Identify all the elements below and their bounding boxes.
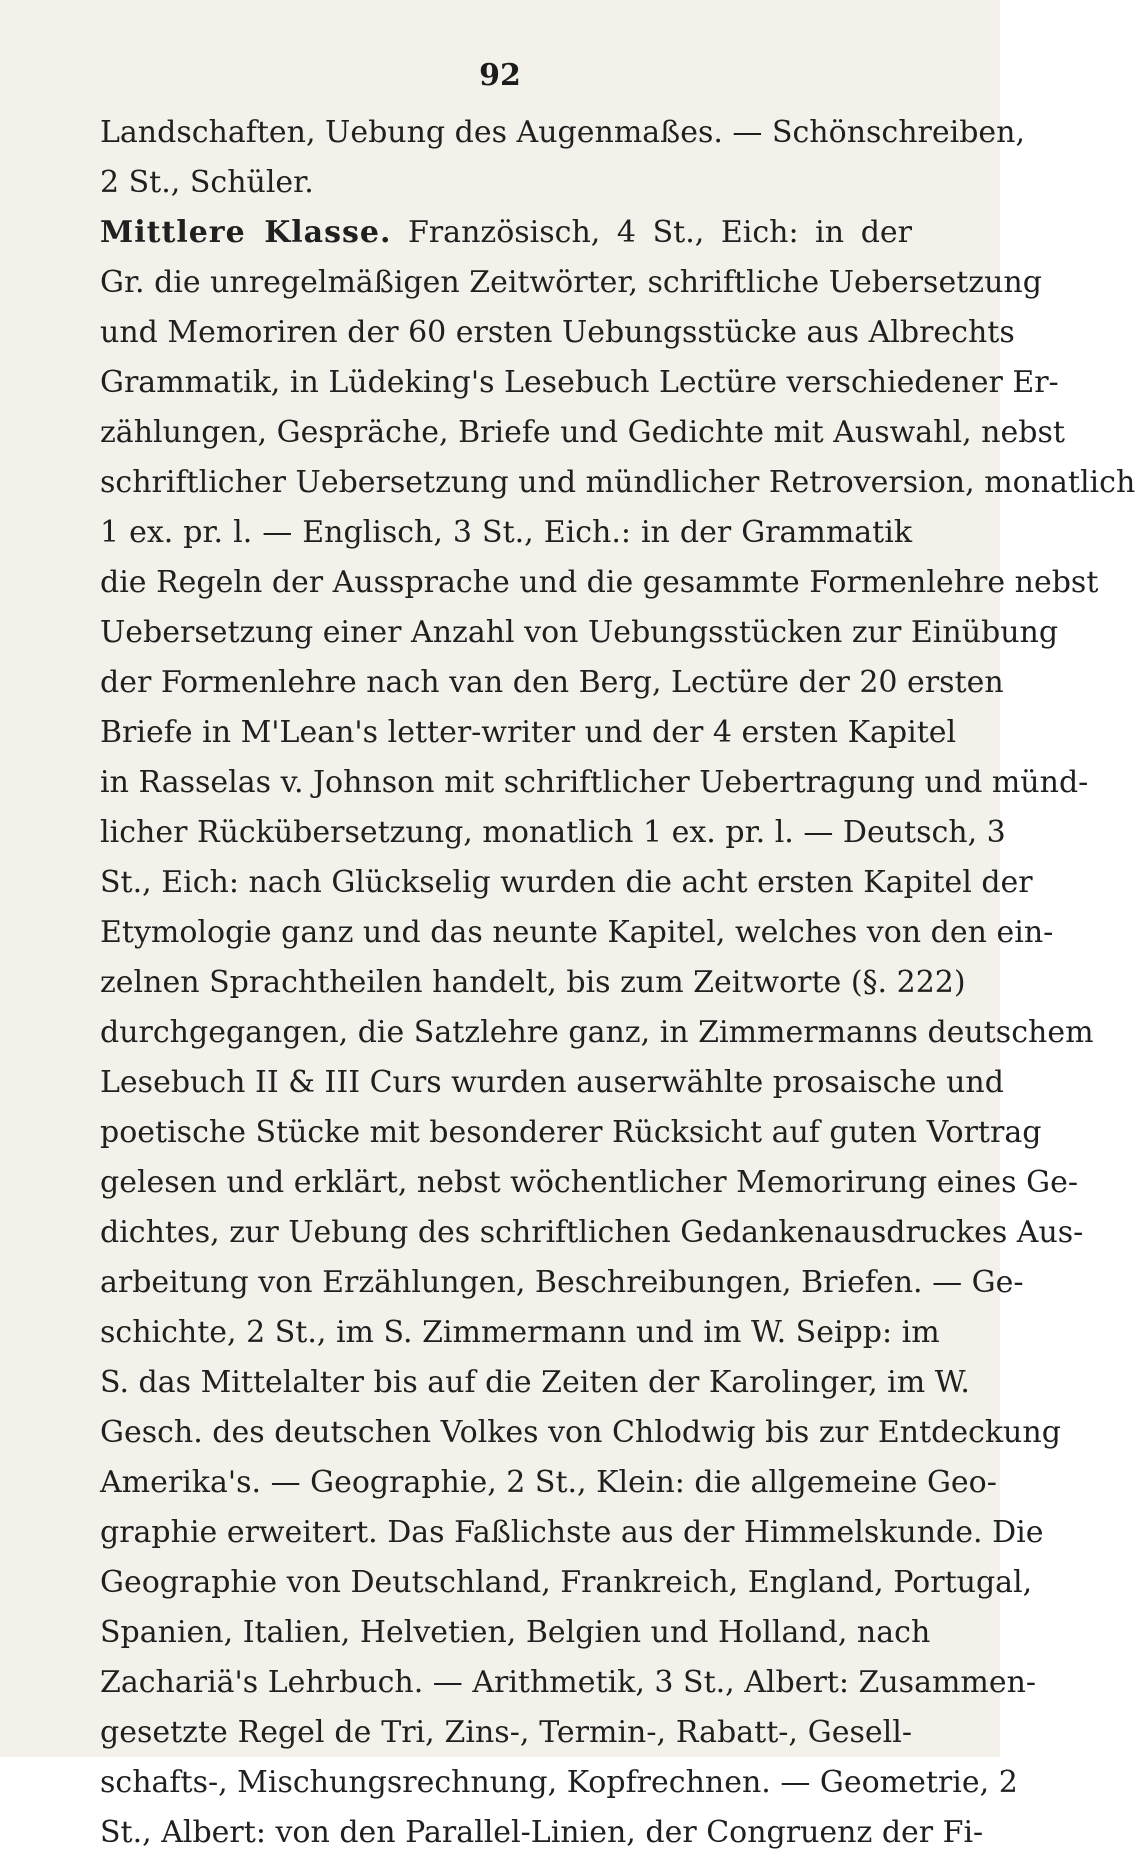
text-line: schriftlicher Uebersetzung und mündlicher Retroversion, monatlich [100,465,1135,500]
text-line: zelnen Sprachtheilen handelt, bis zum Zeitworte (§. 222) [100,965,966,1000]
text-line: graphie erweitert. Das Faßlichste aus der Himmelskunde. Die [100,1515,1044,1550]
text-line: gelesen und erklärt, nebst wöchentlicher Memorirung eines Ge- [100,1165,1078,1200]
text-line: dichtes, zur Uebung des schriftlichen Gedankenausdruckes Aus- [100,1215,1084,1250]
text-line: licher Rückübersetzung, monatlich 1 ex. pr. l. — Deutsch, 3 [100,815,1006,850]
page-number: 92 [479,58,521,93]
section-heading: Mittlere Klasse. [100,215,392,250]
text-line: Zachariä's Lehrbuch. — Arithmetik, 3 St., Albert: Zusammen- [100,1665,1037,1700]
text-line: Mittlere Klasse. Französisch, 4 St., Eich: in der [100,215,912,250]
text-line: in Rasselas v. Johnson mit schriftlicher Uebertragung und münd- [100,765,1089,800]
text-line: und Memoriren der 60 ersten Uebungsstücke aus Albrechts [100,315,1015,350]
text-line: 2 St., Schüler. [100,165,314,200]
text-line: Geographie von Deutschland, Frankreich, England, Portugal, [100,1565,1033,1600]
text-line: St., Eich: nach Glückselig wurden die acht ersten Kapitel der [100,865,1033,900]
text-line: Briefe in M'Lean's letter-writer und der 4 ersten Kapitel [100,715,957,750]
text-line: Landschaften, Uebung des Augenmaßes. — Schönschreiben, [100,115,1026,150]
text-line: Spanien, Italien, Helvetien, Belgien und Holland, nach [100,1615,931,1650]
text-line: St., Albert: von den Parallel-Linien, der Congruenz der Fi- [100,1815,984,1850]
text-line: Uebersetzung einer Anzahl von Uebungsstücken zur Einübung [100,615,1059,650]
text-line: arbeitung von Erzählungen, Beschreibungen, Briefen. — Ge- [100,1265,1024,1300]
text-line: zählungen, Gespräche, Briefe und Gedichte mit Auswahl, nebst [100,415,1065,450]
text-line: S. das Mittelalter bis auf die Zeiten der Karolinger, im W. [100,1365,970,1400]
text-line: Gr. die unregelmäßigen Zeitwörter, schriftliche Uebersetzung [100,265,1042,300]
body-text [100,108,1135,1858]
text-line: 1 ex. pr. l. — Englisch, 3 St., Eich.: in der Grammatik [100,515,912,550]
text-line: der Formenlehre nach van den Berg, Lectüre der 20 ersten [100,665,1004,700]
text-line: Etymologie ganz und das neunte Kapitel, welches von den ein- [100,915,1054,950]
text-line: die Regeln der Aussprache und die gesammte Formenlehre nebst [100,565,1099,600]
text-line: schichte, 2 St., im S. Zimmermann und im W. Seipp: im [100,1315,940,1350]
text-line: poetische Stücke mit besonderer Rücksicht auf guten Vortrag [100,1115,1042,1150]
text-line: Grammatik, in Lüdeking's Lesebuch Lectüre verschiedener Er- [100,365,1059,400]
text-line: schafts-, Mischungsrechnung, Kopfrechnen. — Geometrie, 2 [100,1765,1018,1800]
text-line: Gesch. des deutschen Volkes von Chlodwig bis zur Entdeckung [100,1415,1061,1450]
text-line: Lesebuch II & III Curs wurden auserwählte prosaische und [100,1065,1004,1100]
text-line: durchgegangen, die Satzlehre ganz, in Zimmermanns deutschem [100,1015,1094,1050]
text-line: Amerika's. — Geographie, 2 St., Klein: die allgemeine Geo- [100,1465,997,1500]
text-line: gesetzte Regel de Tri, Zins-, Termin-, Rabatt-, Gesell- [100,1715,912,1750]
